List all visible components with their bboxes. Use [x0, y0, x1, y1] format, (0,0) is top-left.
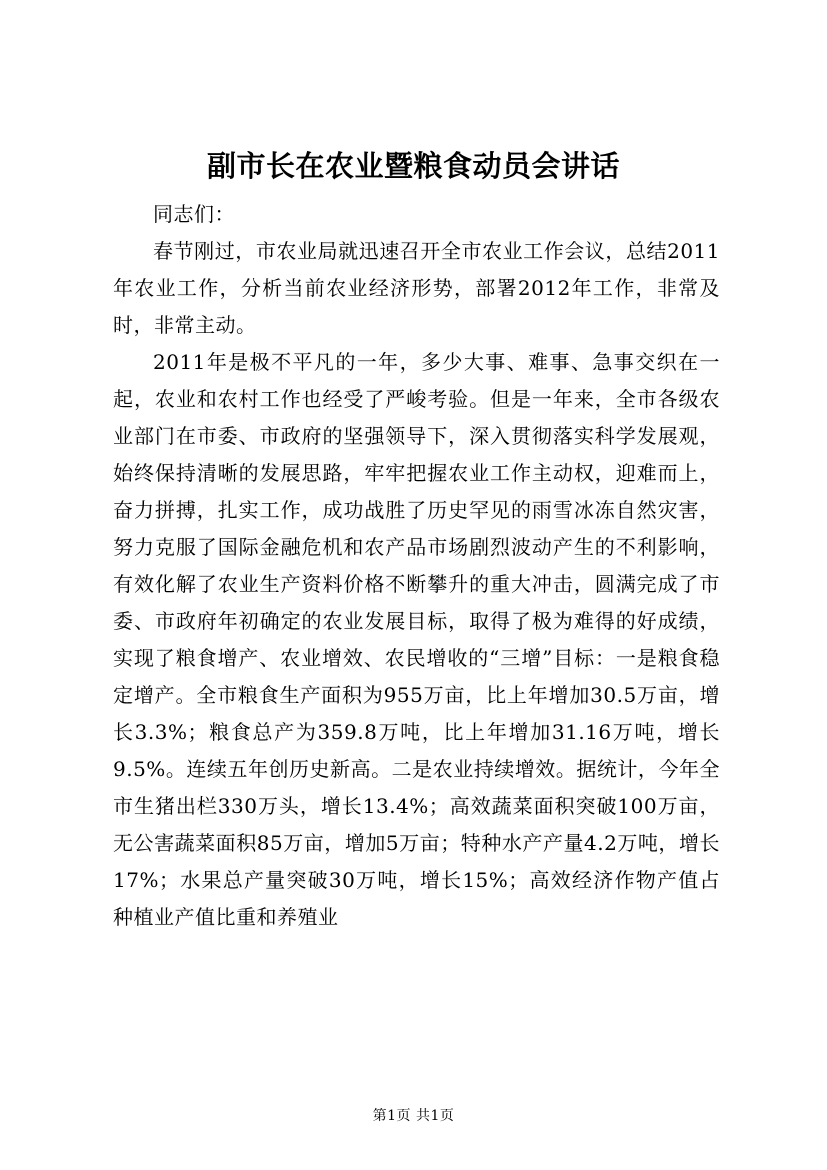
paragraph-1: 春节刚过，市农业局就迅速召开全市农业工作会议，总结2011年农业工作，分析当前农业经济形势，部署2012年工作，非常及时，非常主动。	[113, 239, 720, 337]
paragraph-2: 2011年是极不平凡的一年，多少大事、难事、急事交织在一起，农业和农村工作也经受了严峻考验。但是一年来，全市各级农业部门在市委、市政府的坚强领导下，深入贯彻落实科学发展观，始终保持清晰的发展思路，牢牢把握农业工作主动权，迎难而上，奋力拼搏，扎实工作，成功战胜了历史罕见的雨雪冰冻自然灾害，努力克服了国际金融危机和农产品市场剧烈波动产生的不利影响，有效化解了农业生产资料价格不断攀升的重大冲击，圆满完成了市委、市政府年初确定的农业发展目标，取得了极为难得的好成绩，实现了粮食增产、农业增效、农民增收的“三增”目标：一是粮食稳定增产。全市粮食生产面积为955万亩，比上年增加30.5万亩，增长3.3%；粮食总产为359.8万吨，比上年增加31.16万吨，增长9.5%。连续五年创历史新高。二是农业持续增效。据统计，今年全市生猪出栏330万头，增长13.4%；高效蔬菜面积突破100万亩，无公害蔬菜面积85万亩，增加5万亩；特种水产产量4.2万吨，增长17%；水果总产量突破30万吨，增长15%；高效经济作物产值占种植业产值比重和养殖业	[113, 350, 720, 929]
page-footer: 第1页 共1页	[372, 1108, 455, 1124]
page-title: 副市长在农业暨粮食动员会讲话	[206, 149, 620, 183]
salutation: 同志们：	[153, 202, 235, 226]
document-body	[113, 196, 720, 936]
